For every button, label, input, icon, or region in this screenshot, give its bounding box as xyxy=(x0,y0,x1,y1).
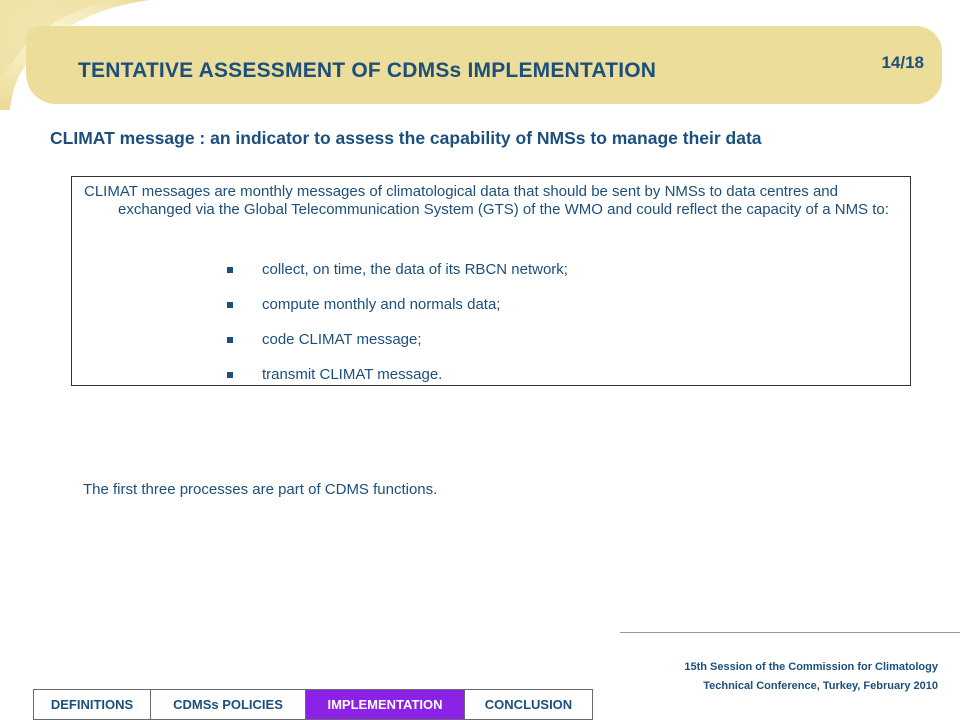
list-item xyxy=(227,296,568,331)
list-item-text: compute monthly and normals data; xyxy=(262,296,501,313)
square-bullet-icon xyxy=(227,302,233,308)
list-item-text: transmit CLIMAT message. xyxy=(262,366,443,383)
slide-subtitle: CLIMAT message : an indicator to assess the capability of NMSs to manage their data xyxy=(50,128,762,148)
section-nav xyxy=(33,689,593,720)
tab-cdmss-policies[interactable]: CDMSs POLICIES xyxy=(151,690,306,719)
tab-definitions[interactable]: DEFINITIONS xyxy=(34,690,151,719)
list-item xyxy=(227,261,568,296)
list-item xyxy=(227,331,568,366)
square-bullet-icon xyxy=(227,337,233,343)
tab-conclusion[interactable]: CONCLUSION xyxy=(484,697,573,712)
square-bullet-icon xyxy=(227,372,233,378)
square-bullet-icon xyxy=(227,267,233,273)
page-title: TENTATIVE ASSESSMENT OF CDMSs IMPLEMENTATION xyxy=(78,59,657,82)
climat-description-box xyxy=(71,176,911,386)
capability-list xyxy=(227,261,568,401)
list-item xyxy=(227,366,568,401)
footer-session: 15th Session of the Commission for Climatology xyxy=(684,661,938,673)
intro-paragraph: CLIMAT messages are monthly messages of climatological data that should be sent by NMSs to data centres and exchanged via the Global Telecommunication System (GTS) of the WMO and could reflect the capacity of a NMS to: xyxy=(84,183,889,218)
footer-divider xyxy=(620,632,960,633)
footer-conference: Technical Conference, Turkey, February 2010 xyxy=(703,680,938,692)
list-item-text: code CLIMAT message; xyxy=(262,331,422,348)
tab-implementation[interactable]: IMPLEMENTATION xyxy=(306,690,465,719)
page-number: 14/18 xyxy=(881,53,924,72)
cdms-note: The first three processes are part of CDMS functions. xyxy=(83,481,438,498)
list-item-text: collect, on time, the data of its RBCN network; xyxy=(262,261,568,278)
